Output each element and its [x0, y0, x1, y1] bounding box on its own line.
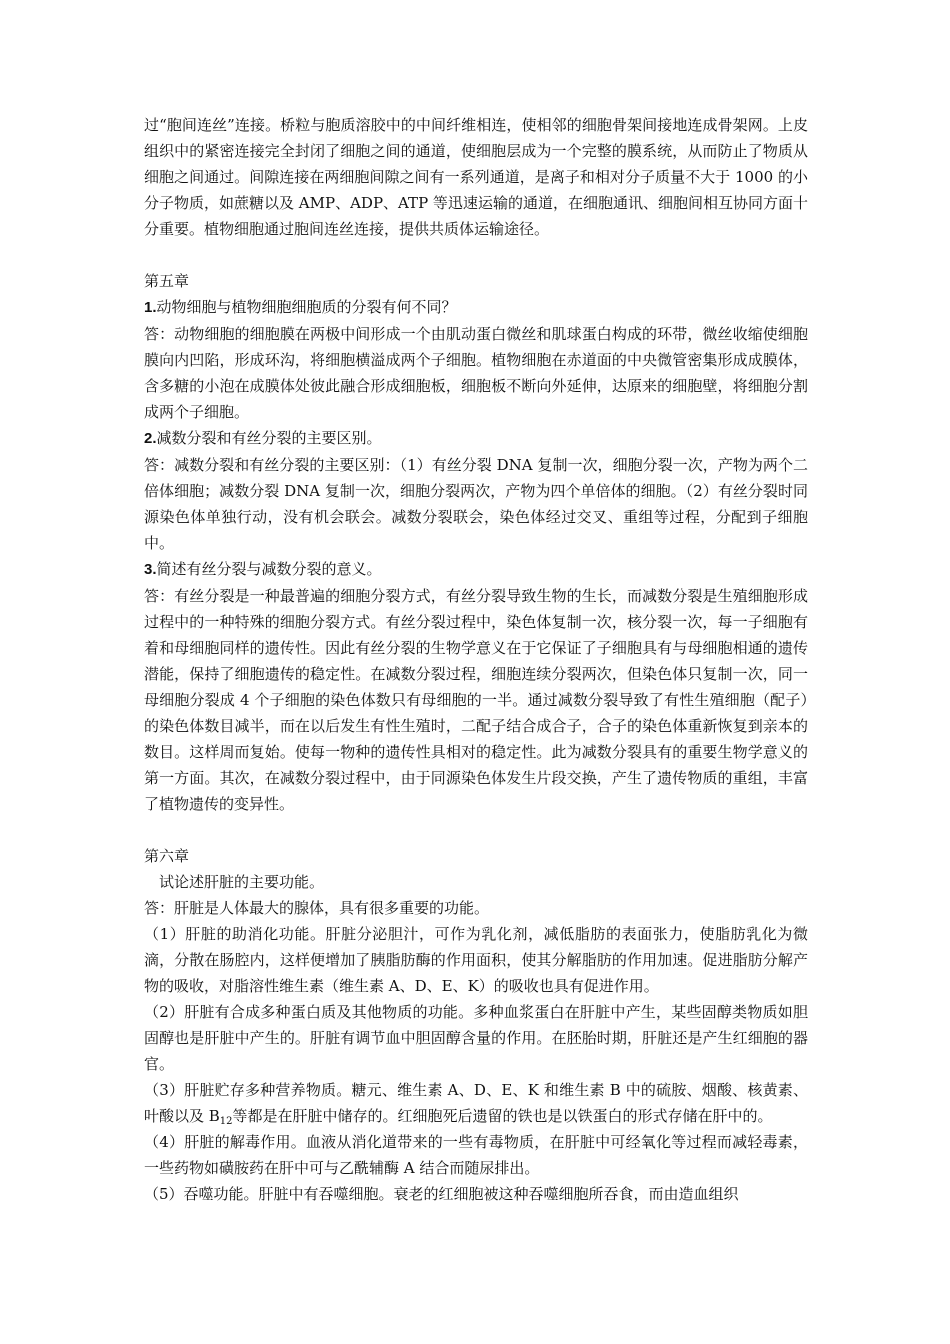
question-text: 简述有丝分裂与减数分裂的意义。 — [156, 560, 382, 578]
question-number: 2. — [144, 430, 157, 447]
question-number: 3. — [144, 561, 157, 578]
liver-function-1: （1）肝脏的助消化功能。肝脏分泌胆汁，可作为乳化剂，减低脂肪的表面张力，使脂肪乳化为微滴，分散在肠腔内，这样便增加了胰脂肪酶的作用面积，使其分解脂肪的作用加速。促进脂肪分解产物的吸收，对脂溶性维生素（维生素 A、D、E、K）的吸收也具有促进作用。 — [144, 925, 808, 995]
chapter5-answer-1: 答：动物细胞的细胞膜在两极中间形成一个由肌动蛋白微丝和肌球蛋白构成的环带，微丝收缩使细胞膜向内凹陷，形成环沟，将细胞横溢成两个子细胞。植物细胞在赤道面的中央微管密集形成成膜体，含多糖的小泡在成膜体处彼此融合形成细胞板，细胞板不断向外延伸，达原来的细胞壁，将细胞分割成两个子细胞。 — [144, 325, 808, 421]
chapter6-answer-intro: 答：肝脏是人体最大的腺体，具有很多重要的功能。 — [144, 899, 490, 917]
spacer — [144, 817, 808, 843]
liver-function-4: （4）肝脏的解毒作用。血液从消化道带来的一些有毒物质，在肝脏中可经氧化等过程而减轻毒素，一些药物如磺胺药在肝中可与乙酰辅酶 A 结合而随尿排出。 — [144, 1133, 808, 1177]
question-number: 1. — [144, 299, 157, 316]
liver-function-3 — [144, 1077, 808, 1129]
function-3-text-after: 等都是在肝脏中储存的。红细胞死后遗留的铁也是以铁蛋白的形式存储在肝中的。 — [232, 1107, 773, 1125]
intro-paragraph: 过“胞间连丝”连接。桥粒与胞质溶胶中的中间纤维相连，使相邻的细胞骨架间接地连成骨架网。上皮组织中的紧密连接完全封闭了细胞之间的通道，使细胞层成为一个完整的膜系统，从而防止了物质从细胞之间通过。间隙连接在两细胞间隙之间有一系列通道，是离子和相对分子质量不大于 1000 的小分子物质，如蔗糖以及 AMP、ADP、ATP 等迅速运输的通道，在细胞通讯、细胞间相互协同方面十分重要。植物细胞通过胞间连丝连接，提供共质体运输途径。 — [144, 116, 808, 238]
chapter6-title: 第六章 — [144, 847, 190, 865]
spacer — [144, 242, 808, 268]
document-page — [144, 112, 808, 1207]
chapter5-question-2 — [144, 425, 808, 452]
chapter5-answer-2: 答：减数分裂和有丝分裂的主要区别：（1）有丝分裂 DNA 复制一次，细胞分裂一次，产物为两个二倍体细胞；减数分裂 DNA 复制一次，细胞分裂两次，产物为四个单倍体的细胞。（2）有丝分裂时同源染色体单独行动，没有机会联会。减数分裂联会，染色体经过交叉、重组等过程，分配到子细胞中。 — [144, 456, 808, 552]
question-text: 动物细胞与植物细胞细胞质的分裂有何不同？ — [156, 298, 457, 316]
function-3-text-before: （3）肝脏贮存多种营养物质。糖元、维生素 A、D、E、K 和维生素 B 中的硫胺、烟酸、核黄素、叶酸以及 B — [144, 1081, 808, 1125]
chapter5-title: 第五章 — [144, 272, 190, 290]
chapter5-question-1 — [144, 294, 808, 321]
liver-function-5: （5）吞噬功能。肝脏中有吞噬细胞。衰老的红细胞被这种吞噬细胞所吞食，而由造血组织 — [144, 1185, 739, 1203]
chapter5-question-3 — [144, 556, 808, 583]
chapter6-question: 试论述肝脏的主要功能。 — [159, 873, 325, 891]
question-text: 减数分裂和有丝分裂的主要区别。 — [156, 429, 382, 447]
liver-function-2: （2）肝脏有合成多种蛋白质及其他物质的功能。多种血浆蛋白在肝脏中产生，某些固醇类物质如胆固醇也是肝脏中产生的。肝脏有调节血中胆固醇含量的作用。在胚胎时期，肝脏还是产生红细胞的器官。 — [144, 1003, 808, 1073]
subscript-12: 12 — [219, 1116, 233, 1127]
chapter5-answer-3: 答：有丝分裂是一种最普遍的细胞分裂方式，有丝分裂导致生物的生长，而减数分裂是生殖细胞形成过程中的一种特殊的细胞分裂方式。有丝分裂过程中，染色体复制一次，核分裂一次，每一子细胞有着和母细胞同样的遗传性。因此有丝分裂的生物学意义在于它保证了子细胞具有与母细胞相通的遗传潜能，保持了细胞遗传的稳定性。在减数分裂过程，细胞连续分裂两次，但染色体只复制一次，同一母细胞分裂成 4 个子细胞的染色体数只有母细胞的一半。通过减数分裂导致了有性生殖细胞（配子）的染色体数目减半，而在以后发生有性生殖时，二配子结合成合子，合子的染色体重新恢复到亲本的数目。这样周而复始。使每一物种的遗传性具相对的稳定性。此为减数分裂具有的重要生物学意义的第一方面。其次，在减数分裂过程中，由于同源染色体发生片段交换，产生了遗传物质的重组，丰富了植物遗传的变异性。 — [144, 587, 808, 813]
